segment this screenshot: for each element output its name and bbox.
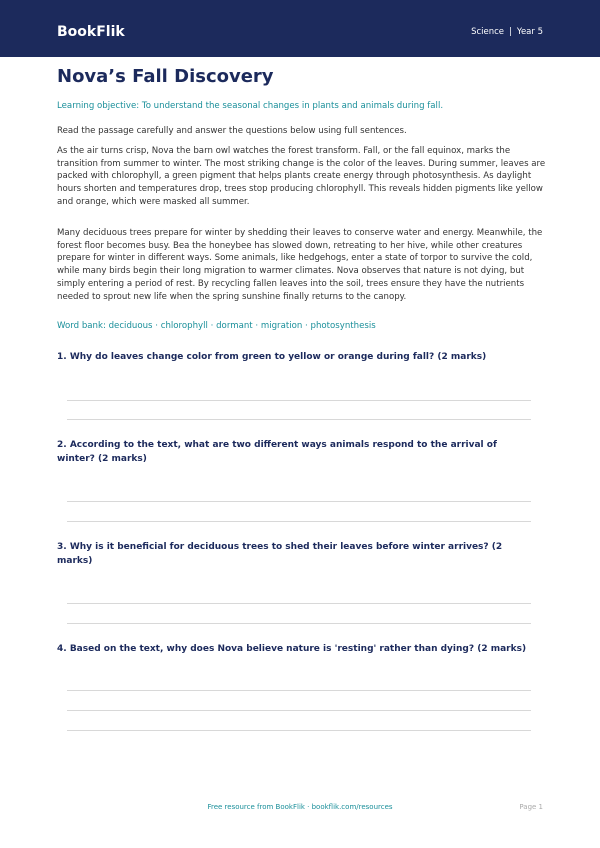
header-bar <box>0 0 600 57</box>
year-label: Year 5 <box>516 27 543 37</box>
answer-line[interactable] <box>67 603 531 604</box>
question-4: 4. Based on the text, why does Nova believe nature is 'resting' rather than dying? (2 marks) <box>57 644 527 654</box>
question-2: 2. According to the text, what are two different ways animals respond to the arrival of winter? (2 marks) <box>57 440 497 464</box>
worksheet-title: Nova’s Fall Discovery <box>57 66 274 87</box>
instructions: Read the passage carefully and answer the questions below using full sentences. <box>57 126 407 136</box>
meta-separator: | <box>509 27 512 37</box>
passage-paragraph-2: Many deciduous trees prepare for winter by shedding their leaves to conserve water and energy. Meanwhile, the forest floor becomes busy. Bea the honeybee has slowed down, retreating to her hive, while other creatures prepare for winter in different ways. Some animals, like hedgehogs, enter a state of torpor to survive the cold, while many birds begin their long migration to warmer climates. Nova observes that nature is not dying, but simply entering a period of rest. By recycling fallen leaves into the soil, trees ensure they have the nutrients needed to sprout new life when the spring sunshine finally returns to the canopy. <box>57 228 543 302</box>
passage-paragraph-1: As the air turns crisp, Nova the barn owl watches the forest transform. Fall, or the fall equinox, marks the transition from summer to winter. The most striking change is the color of the leaves. During summer, leaves are packed with chlorophyll, a green pigment that helps plants create energy through photosynthesis. As daylight hours shorten and temperatures drop, trees stop producing chlorophyll. This reveals hidden pigments like yellow and orange, which were masked all summer. <box>57 146 546 207</box>
answer-line[interactable] <box>67 521 531 522</box>
learning-objective: Learning objective: To understand the seasonal changes in plants and animals during fall. <box>57 101 444 111</box>
question-1: 1. Why do leaves change color from green to yellow or orange during fall? (2 marks) <box>57 352 487 362</box>
word-bank: Word bank: deciduous · chlorophyll · dormant · migration · photosynthesis <box>57 321 376 331</box>
footer-text: Free resource from BookFlik · bookflik.com/resources <box>207 803 393 811</box>
answer-line[interactable] <box>67 710 531 711</box>
answer-line[interactable] <box>67 730 531 731</box>
page-number: Page 1 <box>519 803 543 811</box>
answer-line[interactable] <box>67 623 531 624</box>
answer-line[interactable] <box>67 400 531 401</box>
answer-line[interactable] <box>67 690 531 691</box>
answer-line[interactable] <box>67 501 531 502</box>
answer-line[interactable] <box>67 419 531 420</box>
subject-year <box>471 26 543 38</box>
question-3: 3. Why is it beneficial for deciduous trees to shed their leaves before winter arrives? (2 marks) <box>57 542 503 566</box>
subject-label: Science <box>471 27 505 37</box>
brand-logo-text: BookFlik <box>57 24 125 40</box>
